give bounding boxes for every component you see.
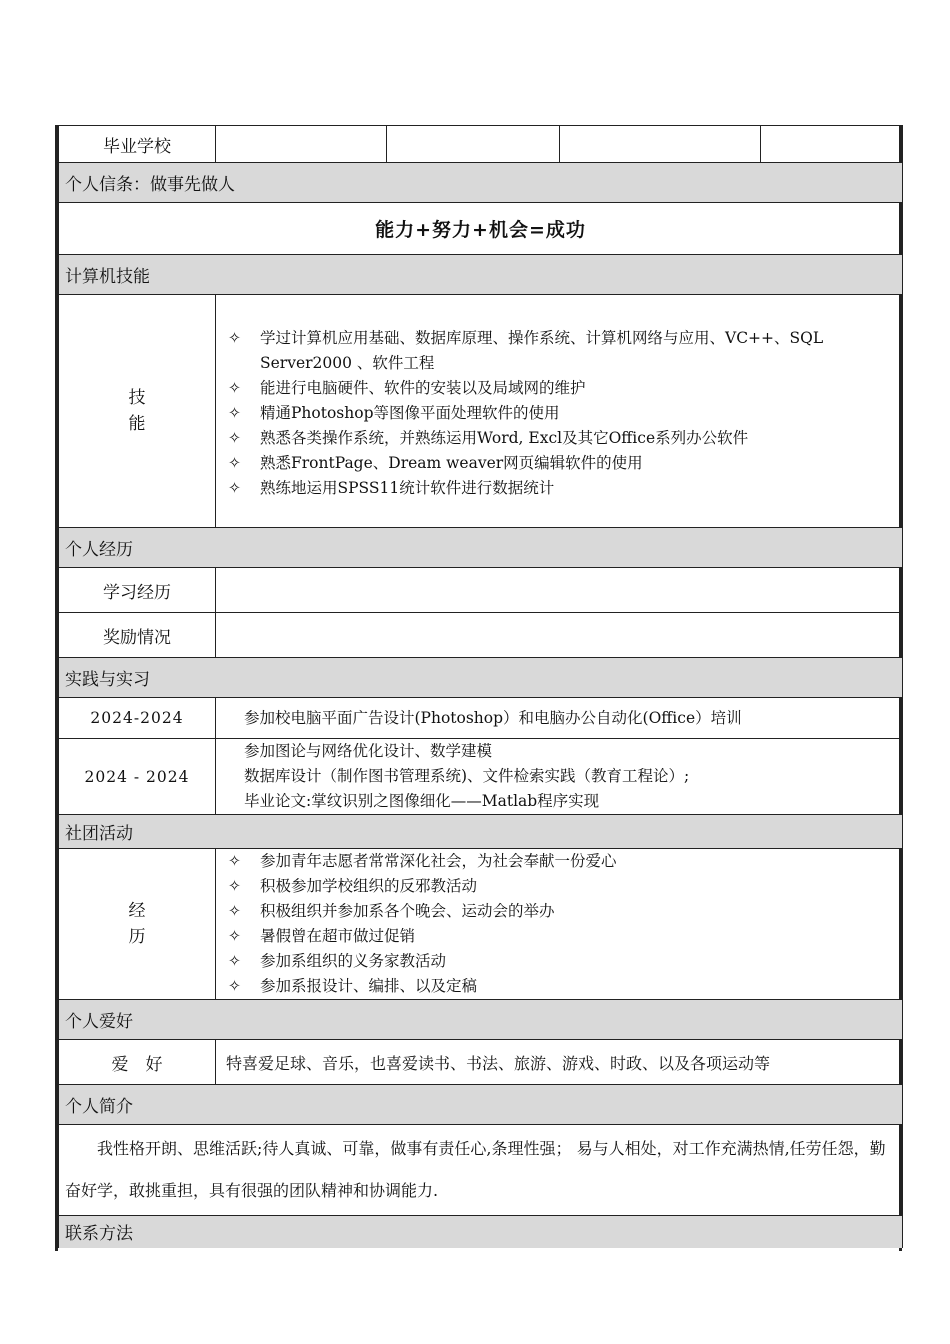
practice-date: 2024 - 2024 <box>59 739 216 815</box>
skills-label-char-1: 技 <box>128 388 146 408</box>
clubs-list <box>222 849 896 999</box>
bullet-icon: ✧ <box>228 428 241 447</box>
skills-section-title: 计算机技能 <box>59 255 903 295</box>
contact-header-row <box>59 1216 903 1248</box>
award-label: 奖励情况 <box>59 613 216 658</box>
bullet-icon: ✧ <box>228 403 241 422</box>
practice-text: 参加图论与网络优化设计、数学建模 数据库设计（制作图书管理系统)、文件检索实践（教育工程论）; 毕业论文:掌纹识别之图像细化——Matlab程序实现 <box>216 739 903 815</box>
credo-label: 个人信条：做事先做人 <box>59 163 903 203</box>
bullet-icon: ✧ <box>228 453 241 472</box>
school-label: 毕业学校 <box>59 126 216 163</box>
clubs-header-row <box>59 815 903 849</box>
list-item: ✧ 暑假曾在超市做过促销 <box>228 924 896 949</box>
list-item: ✧ 熟悉FrontPage、Dream weaver网页编辑软件的使用 <box>228 451 896 476</box>
clubs-label-char-2: 历 <box>128 927 146 947</box>
bullet-icon: ✧ <box>228 927 241 945</box>
list-item: ✧ 熟练地运用SPSS11统计软件进行数据统计 <box>228 476 896 501</box>
motto-text: 能力+努力+机会=成功 <box>59 203 903 255</box>
clubs-label <box>59 849 216 1000</box>
study-label: 学习经历 <box>59 568 216 613</box>
list-item: ✧ 精通Photoshop等图像平面处理软件的使用 <box>228 401 896 426</box>
bullet-icon: ✧ <box>228 877 241 895</box>
school-cell-2[interactable] <box>387 126 560 163</box>
hobbies-row <box>59 1040 903 1085</box>
practice-header-row <box>59 658 903 698</box>
practice-date: 2024-2024 <box>59 698 216 739</box>
practice-text: 参加校电脑平面广告设计(Photoshop）和电脑办公自动化(Office）培训 <box>216 698 903 739</box>
skills-list <box>222 326 896 501</box>
skills-header-row <box>59 255 903 295</box>
bullet-icon: ✧ <box>228 852 241 870</box>
practice-section-title: 实践与实习 <box>59 658 903 698</box>
award-row <box>59 613 903 658</box>
bullet-icon: ✧ <box>228 478 241 497</box>
bullet-icon: ✧ <box>228 977 241 995</box>
practice-row <box>59 739 903 815</box>
experience-header-row <box>59 528 903 568</box>
list-item: ✧ 熟悉各类操作系统，并熟练运用Word, Excl及其它Office系列办公软件 <box>228 426 896 451</box>
practice-row <box>59 698 903 739</box>
intro-text: 我性格开朗、思维活跃;待人真诚、可靠，做事有责任心,条理性强； 易与人相处，对工作充满热情,任劳任怨，勤奋好学，敢挑重担，具有很强的团队精神和协调能力. <box>59 1125 903 1216</box>
list-item: ✧ 参加系报设计、编排、以及定稿 <box>228 974 896 999</box>
bullet-icon: ✧ <box>228 378 241 397</box>
school-cell-4[interactable] <box>761 126 903 163</box>
clubs-row <box>59 849 903 1000</box>
credo-row <box>59 163 903 203</box>
list-item: ✧ 参加系组织的义务家教活动 <box>228 949 896 974</box>
contact-section-title: 联系方法 <box>59 1216 903 1248</box>
resume-sheet <box>55 125 905 1248</box>
skills-label <box>59 295 216 528</box>
skills-row <box>59 295 903 528</box>
bullet-icon: ✧ <box>228 902 241 920</box>
motto-row <box>59 203 903 255</box>
list-item: ✧ 学过计算机应用基础、数据库原理、操作系统、计算机网络与应用、VC++、SQL Server2000 、软件工程 <box>228 326 896 376</box>
list-item: ✧ 参加青年志愿者常常深化社会，为社会奉献一份爱心 <box>228 849 896 874</box>
list-item: ✧ 能进行电脑硬件、软件的安装以及局域网的维护 <box>228 376 896 401</box>
hobbies-section-title: 个人爱好 <box>59 1000 903 1040</box>
intro-row <box>59 1125 903 1216</box>
bullet-icon: ✧ <box>228 328 241 347</box>
resume-table <box>58 125 903 1248</box>
intro-header-row <box>59 1085 903 1125</box>
skills-label-char-2: 能 <box>128 414 146 434</box>
school-row <box>59 126 903 163</box>
list-item: ✧ 积极参加学校组织的反邪教活动 <box>228 874 896 899</box>
school-cell-1[interactable] <box>216 126 387 163</box>
list-item: ✧ 积极组织并参加系各个晚会、运动会的举办 <box>228 899 896 924</box>
clubs-label-char-1: 经 <box>128 901 146 921</box>
skills-content <box>216 295 903 528</box>
school-cell-3[interactable] <box>560 126 761 163</box>
clubs-content <box>216 849 903 1000</box>
clubs-section-title: 社团活动 <box>59 815 903 849</box>
study-row <box>59 568 903 613</box>
hobbies-header-row <box>59 1000 903 1040</box>
experience-section-title: 个人经历 <box>59 528 903 568</box>
intro-section-title: 个人简介 <box>59 1085 903 1125</box>
study-content[interactable] <box>216 568 903 613</box>
hobbies-label: 爱 好 <box>59 1040 216 1085</box>
bullet-icon: ✧ <box>228 952 241 970</box>
hobbies-text: 特喜爱足球、音乐，也喜爱读书、书法、旅游、游戏、时政、以及各项运动等 <box>216 1040 903 1085</box>
award-content[interactable] <box>216 613 903 658</box>
